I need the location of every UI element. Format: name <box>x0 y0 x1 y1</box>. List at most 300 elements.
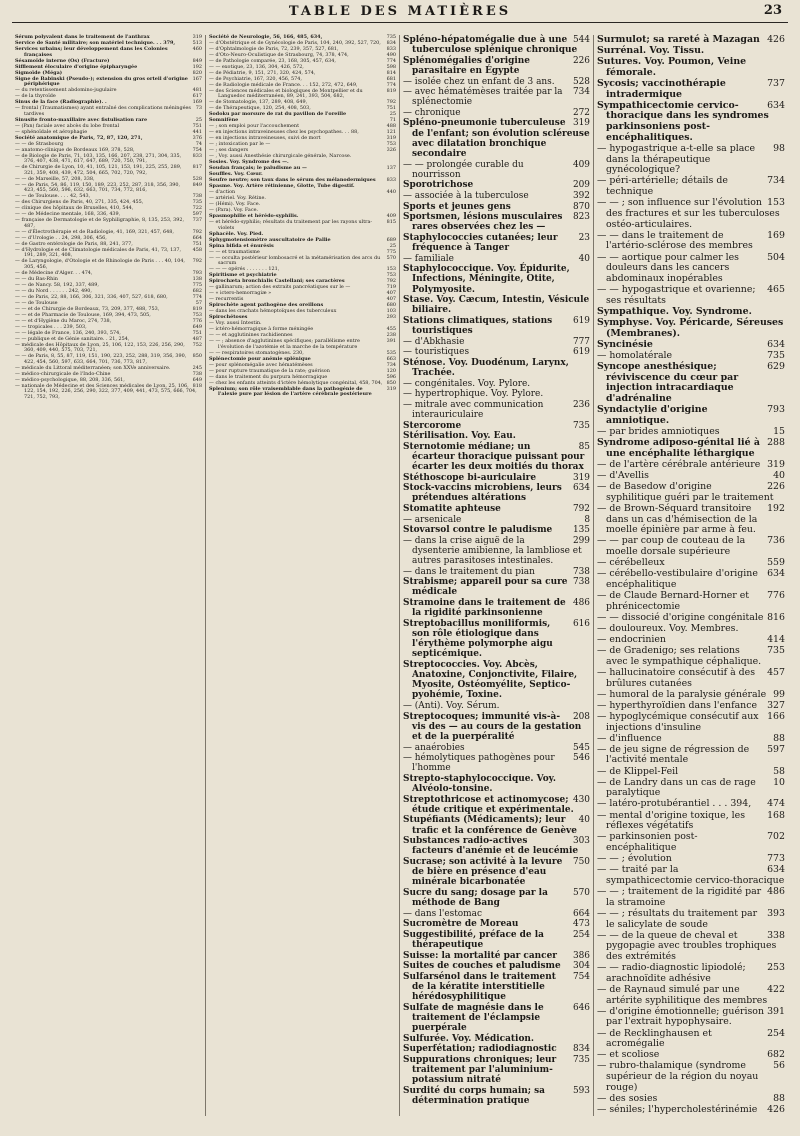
entry-term: Suggestibilité, préface de la thérapeutique <box>403 929 544 951</box>
entry-term: — médico-chirurgicale de l'Indo-Chine <box>15 370 111 377</box>
index-entry <box>597 646 785 667</box>
entry-page-ref: 409 <box>386 213 396 220</box>
entry-term: — du retentissement abdomino-jugulaire <box>15 87 117 94</box>
index-entry <box>403 701 590 711</box>
entry-page-ref: 153 <box>767 197 785 209</box>
index-entry <box>403 108 590 118</box>
entry-term: Somnifène <box>209 117 239 124</box>
entry-term: — associée à la tuberculose <box>403 190 529 201</box>
entry-term: — — ; résultats du traitement par le salicylate de soude <box>597 907 758 930</box>
entry-term: Suppurations chroniques; leur traitement par l'aluminium-potassium nitraté <box>403 1054 557 1086</box>
entry-page-ref: 319 <box>386 385 396 392</box>
entry-page-ref: 25 <box>389 242 396 249</box>
entry-page-ref: 73 <box>195 105 202 112</box>
entry-term: Stérilisation. Voy. Eau. <box>403 431 516 442</box>
index-entry <box>403 515 590 525</box>
entry-page-ref: 752 <box>192 341 202 348</box>
entry-page-ref: 414 <box>767 634 785 645</box>
page-title: TABLE DES MATIÈRES <box>288 3 512 19</box>
entry-page-ref: 209 <box>572 180 590 191</box>
index-entry <box>403 525 590 535</box>
entry-term: Sigmoïde (Méga) <box>15 69 63 76</box>
entry-term: — de Pathologie comparée, 23, 168, 305, 457, 634, <box>209 57 336 64</box>
entry-page-ref: 634 <box>767 568 785 580</box>
entry-page-ref: 792 <box>192 228 202 235</box>
index-entry <box>597 427 785 438</box>
entry-term: — de Radiologie médicale de France. . . 152, 272, 472, 649, <box>209 81 358 88</box>
index-entry <box>597 198 785 230</box>
entry-term: — hypoglycémique consécutif aux injections d'insuline <box>597 710 759 733</box>
entry-page-ref: 834 <box>386 39 396 46</box>
entry-term: Sodoku par morsure de rat du pavillon de l'oreille <box>209 111 347 118</box>
entry-term: — de Chirurgie de Lyon, 10, 41, 105, 121, 153, 191, 225, 255, 289, 321, 359, 408, 439, 472, 504, 665, 702, 720, 792, <box>15 164 182 176</box>
entry-term: Spasme. Voy. Artère rétinienne, Glotte, Tube digestif. <box>209 183 355 190</box>
index-entry <box>597 690 785 701</box>
entry-term: — de Gastro entérologie de Paris, 88, 241, 377, <box>15 240 133 247</box>
entry-term: — séniles; l'hypercholestérinémie <box>597 1104 758 1115</box>
index-entry <box>597 307 785 318</box>
index-entry <box>597 963 785 984</box>
page-number: 23 <box>763 3 782 18</box>
entry-page-ref: 593 <box>572 1085 590 1096</box>
entry-term: Strepto-staphylococcique. Voy. Alvéolo-tonsine. <box>403 773 556 795</box>
index-entry <box>597 712 785 733</box>
index-entry <box>209 184 396 190</box>
index-entry <box>597 101 785 144</box>
index-entry <box>15 165 202 176</box>
index-entry <box>597 253 785 285</box>
entry-term: — — de Paris, 54, 86, 119, 150, 189, 223, 252, 287, 318, 356, 390, 423, 455, 560, 596, 632, 663, 701, 734, 772, 816, <box>15 181 181 194</box>
entry-term: Spirochæta bronchialis Castellani; ses caractères <box>209 278 345 285</box>
entry-term: — frontal (Traumatismes) ayant entraîné des complications méningées tardives <box>15 105 191 117</box>
index-entry <box>209 220 396 231</box>
entry-term: Sérum polyvalent dans le traitement de l'anthrax <box>15 34 150 40</box>
entry-page-ref: 617 <box>192 93 202 100</box>
index-entry <box>597 46 785 57</box>
entry-page-ref: 774 <box>386 57 396 64</box>
index-entry <box>597 405 785 426</box>
index-entry <box>597 318 785 339</box>
entry-term: Sulfarsénol dans le traitement de la kératite interstitielle hérédosyphilitique <box>403 971 556 1003</box>
index-entry <box>597 832 785 853</box>
entry-term: — — tropicales . . . 239, 503, <box>15 323 87 330</box>
entry-term: Suites de couches et paludisme <box>403 961 561 972</box>
entry-term: — — occulta postérieur lombosacré et la métamérisation des arcs du sacrum <box>209 254 381 267</box>
index-entry <box>403 77 590 87</box>
entry-term: — hypogastrique a-t-elle sa place dans la thérapeutique gynécologique? <box>597 142 756 176</box>
index-entry <box>15 218 202 229</box>
index-entry <box>15 183 202 194</box>
entry-term: — de Biologie de Paris, 71, 103, 135, 166, 207, 238, 271, 304, 335, 376, 407, 438, 471, 617, 647, 689, 720, 750, 791, <box>15 152 182 165</box>
entry-page-ref: 819 <box>192 305 202 312</box>
entry-page-ref: 775 <box>192 281 202 288</box>
entry-page-ref: 664 <box>572 908 590 919</box>
entry-page-ref: 792 <box>192 258 202 265</box>
index-entry <box>597 887 785 908</box>
entry-term: Société anatomique de Paris, 72, 87, 120, 271, <box>15 134 143 141</box>
entry-term: — — de Paris, 22, 88, 166, 306, 321, 336, 407, 527, 618, 680, <box>15 293 168 300</box>
entry-term: — péri-artérielle; détails de technique <box>597 175 728 198</box>
entry-page-ref: 818 <box>192 382 202 389</box>
entry-page-ref: 430 <box>572 794 590 805</box>
entry-term: Surmulot; sa rareté à Mazagan <box>597 34 760 45</box>
entry-page-ref: 121 <box>386 129 396 136</box>
entry-term: — clinique des hôpitaux de Bruxelles, 410, 544, <box>15 205 134 212</box>
entry-page-ref: 407 <box>386 296 396 303</box>
entry-page-ref: 465 <box>767 284 785 296</box>
index-entry <box>403 316 590 336</box>
index-entry <box>597 569 785 590</box>
entry-page-ref: 773 <box>767 853 785 865</box>
entry-page-ref: 775 <box>386 248 396 255</box>
index-entry <box>403 598 590 618</box>
entry-page-ref: 327 <box>767 699 785 711</box>
entry-term: Sinusite fronto-maxillaire avec fistulisation rare <box>15 116 148 123</box>
entry-page-ref: 481 <box>192 87 202 94</box>
entry-term: Sésamoïde interne (Os) (Fracture) <box>15 57 110 64</box>
index-entry <box>597 176 785 197</box>
entry-term: — — et agglutinines rachidiennes <box>209 332 293 339</box>
entry-page-ref: 702 <box>767 831 785 843</box>
entry-term: — — ; traitement de la rigidité par la stramoine <box>597 886 762 908</box>
entry-term: — arsenicale <box>403 514 462 525</box>
entry-term: — — prolongée curable du nourrisson <box>403 159 524 180</box>
entry-term: — , Voy. aussi Anesthésie chirurgicale générale, Narcose. <box>209 153 352 160</box>
entry-page-ref: 386 <box>572 950 590 961</box>
entry-page-ref: 546 <box>572 753 590 764</box>
entry-page-ref: 823 <box>572 212 590 223</box>
entry-term: — — dans le traitement de l'artério-sclérose des membres <box>597 229 753 252</box>
entry-page-ref: 137 <box>386 165 396 172</box>
entry-term: — « ictero-hemorragiæ » <box>209 290 272 297</box>
index-entry <box>403 473 590 483</box>
entry-page-ref: 192 <box>192 63 202 70</box>
entry-page-ref: 299 <box>572 535 590 546</box>
entry-page-ref: 834 <box>572 1044 590 1055</box>
index-entry <box>597 1094 785 1105</box>
entry-page-ref: 74 <box>195 140 202 147</box>
index-column-3 <box>400 35 594 1116</box>
index-entry <box>403 264 590 295</box>
index-entry <box>15 259 202 270</box>
entry-page-ref: 88 <box>773 1092 785 1104</box>
entry-term: — — — opérés . . . . . . . 121, <box>209 266 280 273</box>
entry-page-ref: 513 <box>192 39 202 46</box>
entry-page-ref: 226 <box>572 55 590 66</box>
entry-term: — cérébello-vestibulaire d'origine encéphalitique <box>597 568 758 590</box>
entry-page-ref: 326 <box>386 147 396 154</box>
entry-term: Stéthoscope bi-auriculaire <box>403 472 537 483</box>
index-entry <box>403 421 590 431</box>
index-entry <box>597 285 785 306</box>
entry-term: Stock-vaccins microbiens, leurs prétendues altérations <box>403 483 562 504</box>
entry-term: Spléno-hépatomégalie due à une tuberculose splénique chronique <box>403 35 578 56</box>
entry-term: — artériel. Voy. Rétine. <box>209 195 266 202</box>
entry-page-ref: 850 <box>386 379 396 386</box>
entry-page-ref: 40 <box>773 469 785 481</box>
entry-term: — dans le traitement du purpura hémorragique <box>209 373 328 380</box>
entry-page-ref: 71 <box>389 117 396 124</box>
entry-term: — de Thérapeutique, 120, 254, 408, 503, <box>209 105 311 112</box>
entry-term: — dans l'estomac <box>403 908 482 919</box>
entry-page-ref: 10 <box>773 776 785 788</box>
entry-term: Services urbains; leur développement dans les Colonies françaises <box>15 45 168 58</box>
entry-term: Sifflement éloculaire d'origine épipharyngée <box>15 63 138 70</box>
entry-term: — — du Nord . . . . . . 242, 490, <box>15 287 92 294</box>
index-entry <box>597 460 785 471</box>
entry-page-ref: 99 <box>773 688 785 700</box>
index-entry <box>403 431 590 441</box>
index-entry <box>597 340 785 351</box>
entry-term: — anatomo-clinique de Bordeaux 169, 378, 528, <box>15 146 135 153</box>
entry-term: Syndrome adiposo-génital lié à une encéphalite léthargique <box>597 437 760 459</box>
index-entry <box>15 384 202 401</box>
entry-term: — congénitales. Voy. Pylore. <box>403 378 531 389</box>
entry-term: — douloureux. Voy. Membres. <box>597 622 739 634</box>
entry-term: — — de Toulouse. . . . 42, 543, <box>15 193 91 200</box>
entry-term: — avec hématémèses traitée par la splénectomie <box>403 87 563 108</box>
entry-page-ref: 682 <box>767 1049 785 1061</box>
entry-page-ref: 681 <box>386 75 396 82</box>
entry-page-ref: 409 <box>572 159 590 170</box>
entry-term: — (Hémi). Voy. Face. <box>209 201 261 208</box>
entry-page-ref: 814 <box>386 69 396 76</box>
entry-term: — — d'Urologie . . 24, 298, 306, 456, <box>15 234 107 241</box>
entry-page-ref: 15 <box>773 425 785 437</box>
index-entry <box>597 1105 785 1116</box>
entry-page-ref: 663 <box>386 355 396 362</box>
entry-term: — — exotique, 23, 136, 304, 426, 572, <box>209 63 304 70</box>
entry-term: — d'action <box>209 189 236 196</box>
index-entry <box>403 1086 590 1106</box>
index-entry <box>597 931 785 963</box>
index-entry <box>597 635 785 646</box>
entry-term: — — de la queue de cheval et pygopagie avec troubles trophiques des extrémités <box>597 929 777 963</box>
entry-page-ref: 559 <box>767 557 785 569</box>
entry-term: Sphygmotensiomètre auscultatoire de Pallie <box>209 236 331 243</box>
entry-term: Sosies. Voy. Syndrome des —. <box>209 159 289 166</box>
index-entry <box>209 387 396 398</box>
entry-page-ref: 85 <box>578 441 590 452</box>
index-entry <box>403 888 590 908</box>
entry-page-ref: 40 <box>578 815 590 826</box>
entry-term: — médico-psychologique, 88, 208, 336, 561, <box>15 376 125 383</box>
entry-term: — sphénoïdale et aérophagie <box>15 128 88 135</box>
entry-page-ref: 458 <box>192 246 202 253</box>
entry-page-ref: 56 <box>773 1060 785 1072</box>
entry-term: — endocrinien <box>597 634 666 645</box>
index-entry <box>403 191 590 201</box>
entry-term: — de Pédiatrie, 9, 151, 271, 320, 424, 574, <box>209 69 316 76</box>
entry-page-ref: 486 <box>572 598 590 609</box>
index-entry <box>403 389 590 399</box>
entry-term: Sutures. Voy. Poumon, Veine fémorale. <box>597 56 747 78</box>
entry-term: Sternotomie médiane; un écarteur thoracique puissant pour écarter les deux moitiés du thorax <box>403 441 585 473</box>
entry-page-ref: 598 <box>386 63 396 70</box>
entry-term: — — par coup de couteau de la moelle dorsale supérieure <box>597 535 746 558</box>
index-entry <box>597 231 785 252</box>
entry-page-ref: 58 <box>773 765 785 777</box>
entry-page-ref: 776 <box>767 590 785 602</box>
entry-page-ref: 596 <box>386 373 396 380</box>
entry-term: — hémolytiques pathogènes pour l'homme <box>403 753 555 774</box>
index-entry <box>597 734 785 745</box>
entry-term: — latéro-protubérantiel . . . 394, <box>597 798 752 810</box>
index-entry <box>403 815 590 835</box>
index-entry <box>597 854 785 865</box>
index-entry <box>597 482 785 503</box>
entry-page-ref: 474 <box>767 798 785 810</box>
entry-term: — cérébelleux <box>597 557 665 569</box>
entry-page-ref: 753 <box>386 141 396 148</box>
index-entry <box>597 811 785 832</box>
entry-page-ref: 88 <box>773 732 785 744</box>
entry-page-ref: 792 <box>386 99 396 106</box>
entry-page-ref: 817 <box>192 164 202 171</box>
entry-term: — de Recklinghausen et acromégalie <box>597 1027 712 1050</box>
entry-term: — (Anti). Voy. Sérum. <box>403 701 500 712</box>
entry-page-ref: 735 <box>767 645 785 657</box>
entry-page-ref: 303 <box>572 836 590 847</box>
entry-term: — — de Médecine mentale, 168, 336, 439, <box>15 211 121 218</box>
index-entry <box>15 248 202 259</box>
entry-term: Société de Neurologie, 56, 166, 485, 634, <box>209 34 323 40</box>
entry-term: — de Gradenigo; ses relations avec le sympathique céphalique. <box>597 645 762 667</box>
index-entry <box>597 745 785 766</box>
index-entry <box>403 87 590 107</box>
index-entry <box>15 106 202 117</box>
entry-term: Splénomégalies d'origine parasitaire en Égypte <box>403 55 530 76</box>
entry-page-ref: 719 <box>386 284 396 291</box>
index-entry <box>403 35 590 55</box>
index-column-1 <box>12 35 206 1116</box>
entry-page-ref: 103 <box>386 308 396 315</box>
entry-page-ref: 488 <box>386 123 396 130</box>
entry-page-ref: 751 <box>192 329 202 336</box>
entry-term: Spirochétoses <box>209 314 248 321</box>
entry-page-ref: 738 <box>192 193 202 200</box>
entry-term: — de Psychiatrie, 167, 320, 456, 574, <box>209 75 302 82</box>
entry-term: — — ; évolution <box>597 853 672 865</box>
index-entry <box>15 77 202 88</box>
index-entry <box>15 354 202 365</box>
entry-page-ref: 816 <box>767 611 785 623</box>
index-column-2 <box>206 35 400 1116</box>
entry-page-ref: 751 <box>386 105 396 112</box>
entry-page-ref: 734 <box>572 87 590 98</box>
entry-page-ref: 735 <box>572 420 590 431</box>
index-entry <box>597 471 785 482</box>
entry-page-ref: 153 <box>386 266 396 273</box>
entry-term: Sténose. Voy. Duodénum, Larynx, Trachée. <box>403 357 569 379</box>
entry-page-ref: 535 <box>386 349 396 356</box>
index-entry <box>403 56 590 76</box>
entry-term: — parkinsonien post-encéphalitique <box>597 831 698 854</box>
entry-page-ref: 616 <box>572 618 590 629</box>
entry-page-ref: 680 <box>386 302 396 309</box>
index-entry <box>209 89 396 100</box>
entry-term: — de jeu signe de régression de l'activité mentale <box>597 743 750 766</box>
index-entry <box>403 774 590 794</box>
index-entry <box>403 567 590 577</box>
index-entry <box>597 144 785 176</box>
entry-term: — dans le traitement du pian <box>403 566 535 577</box>
entry-page-ref: 753 <box>386 272 396 279</box>
entry-term: Stupéfiants (Médicaments); leur trafic et la conférence de Genève <box>403 815 577 836</box>
index-entry <box>403 961 590 971</box>
index-entry <box>15 154 202 165</box>
entry-term: — pour rupture traumatique de la rate; guérison <box>209 367 330 374</box>
entry-term: — ; son emploi pour l'accouchement <box>209 123 300 130</box>
entry-term: — touristiques <box>403 347 470 358</box>
entry-term: — ; intoxication par le — <box>209 141 271 148</box>
entry-page-ref: 664 <box>192 234 202 241</box>
entry-term: — de Brown-Séquard transitoire dans un cas d'hémisection de la moelle épinière par arme à feu. <box>597 502 758 536</box>
entry-page-ref: 750 <box>572 857 590 867</box>
entry-term: — de Médecine d'Alger. . . 474, <box>15 269 93 276</box>
entry-term: Sycosis; vaccinothérapie intradermique <box>597 77 726 100</box>
entry-term: — en injections intraveineuses, suivi de mort <box>209 135 321 142</box>
entry-term: — par brides amniotiques <box>597 425 720 437</box>
index-entry <box>403 180 590 190</box>
index-entry <box>597 767 785 778</box>
entry-term: — de Laryngologie, d'Otologie et de Rhinologie de Paris . . . 40, 104, 305, 456, <box>15 258 185 270</box>
entry-page-ref: 319 <box>767 458 785 470</box>
entry-page-ref: 426 <box>767 34 785 45</box>
entry-page-ref: 490 <box>386 51 396 58</box>
entry-page-ref: 98 <box>773 142 785 154</box>
entry-page-ref: 734 <box>767 175 785 187</box>
entry-page-ref: 777 <box>572 336 590 347</box>
entry-term: — de Raynaud simulé par une artérite syphilitique des membres <box>597 983 768 1006</box>
index-entry <box>403 347 590 357</box>
entry-term: Sulfurée. Voy. Médication. <box>403 1033 535 1044</box>
entry-term: — pour splénomégalie avec hématémèses <box>209 361 313 368</box>
entry-page-ref: 460 <box>192 45 202 52</box>
index-entry <box>597 799 785 810</box>
entry-page-ref: 629 <box>767 360 785 372</box>
entry-term: Strabisme; appareil pour sa cure médicale <box>403 577 568 598</box>
entry-page-ref: 545 <box>572 742 590 753</box>
entry-term: Signe de Babinski (Pseudo-); extension du gros orteil d'origine périphérique <box>15 75 188 88</box>
entry-page-ref: 238 <box>386 332 396 339</box>
index-entry <box>403 337 590 347</box>
entry-page-ref: 570 <box>572 887 590 898</box>
entry-page-ref: 391 <box>767 1005 785 1017</box>
entry-term: — — et de Pharmacie de Toulouse, 169, 394, 473, 505, <box>15 311 151 318</box>
entry-term: — — hypogastrique et ovarienne; ses résultats <box>597 284 756 306</box>
entry-page-ref: 120 <box>386 367 396 374</box>
entry-term: — hyperthyroïdien dans l'enfance <box>597 699 757 711</box>
entry-term: — — et d'Hygiène du Maroc, 274, 738, <box>15 317 112 324</box>
entry-term: — isolée chez un enfant de 3 ans. <box>403 76 555 87</box>
entry-term: — chronique <box>403 107 461 118</box>
entry-term: Surrénal. Voy. Tissu. <box>597 45 705 57</box>
index-entry <box>403 660 590 701</box>
index-entry <box>403 795 590 815</box>
index-entry <box>403 358 590 378</box>
entry-term: Symphyse. Voy. Péricarde, Séreuses (Membranes). <box>597 316 784 339</box>
entry-term: Sphacèle. Voy. Pied. <box>209 230 264 237</box>
index-entry <box>597 624 785 635</box>
entry-term: Sympathicectomie cervico-thoracique dans les syndromes parkinsoniens post-encéphalitiques. <box>597 99 769 143</box>
entry-page-ref: 288 <box>767 437 785 449</box>
entry-term: — — de Marseille, 57, 208, 338, <box>15 175 95 182</box>
entry-page-ref: 245 <box>192 364 202 371</box>
index-entry <box>597 35 785 46</box>
index-entry <box>403 295 590 315</box>
index-entry <box>403 504 590 514</box>
